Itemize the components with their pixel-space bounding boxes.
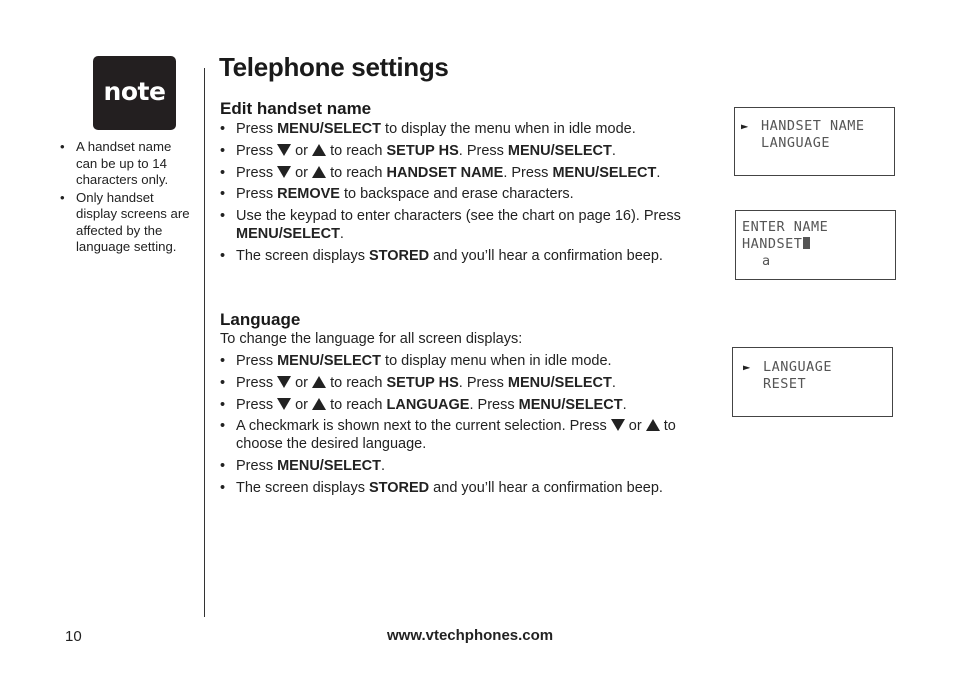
language-intro: To change the language for all screen displays: [220,331,523,347]
up-arrow-icon [646,419,660,431]
side-note: • Only handset display screens are affected by the language setting. [58,190,193,256]
vertical-divider [204,68,205,617]
selection-arrow-icon: ► [743,360,751,374]
up-arrow-icon [312,166,326,178]
list-item: • A checkmark is shown next to the current selection. Press or to choose the desired language. [219,417,696,453]
lcd-line: HANDSET [742,236,803,252]
down-arrow-icon [277,376,291,388]
language-steps [219,352,709,501]
page-title: Telephone settings [219,52,449,82]
up-arrow-icon [312,376,326,388]
lcd-line: LANGUAGE [763,359,833,375]
section-heading-edit-handset-name: Edit handset name [220,99,372,118]
edit-handset-steps [219,120,709,269]
lcd-line: HANDSET NAME [761,118,865,134]
side-notes [58,139,193,257]
footer-url: www.vtechphones.com [387,627,554,644]
list-item: • The screen displays STORED and you’ll hear a confirmation beep. [219,247,709,265]
lcd-line: RESET [763,376,807,392]
lcd-line: LANGUAGE [761,135,831,151]
list-item: • Press or to reach SETUP HS. Press MENU/SELECT. [219,142,709,160]
up-arrow-icon [312,398,326,410]
lcd-line: ENTER NAME [742,219,829,235]
note-badge-label: note [103,76,166,106]
list-item: • The screen displays STORED and you’ll hear a confirmation beep. [219,479,709,497]
down-arrow-icon [611,419,625,431]
lcd-screen-handset-menu [734,107,895,176]
selection-arrow-icon: ► [741,119,749,133]
lcd-screen-enter-name [735,210,896,280]
down-arrow-icon [277,398,291,410]
list-item: • Press or to reach HANDSET NAME. Press MENU/SELECT. [219,164,709,182]
list-item: • Use the keypad to enter characters (see the chart on page 16). Press MENU/SELECT. [219,207,709,243]
text-cursor-icon [803,237,810,249]
list-item: • Press MENU/SELECT to display menu when in idle mode. [219,352,709,370]
list-item: • Press or to reach SETUP HS. Press MENU/SELECT. [219,374,709,392]
down-arrow-icon [277,144,291,156]
section-heading-language: Language [220,310,301,329]
list-item: • Press or to reach LANGUAGE. Press MENU/SELECT. [219,396,709,414]
page-number: 10 [65,628,82,645]
lcd-line: a [762,253,771,269]
note-badge [93,56,176,130]
list-item: • Press MENU/SELECT to display the menu when in idle mode. [219,120,709,138]
up-arrow-icon [312,144,326,156]
down-arrow-icon [277,166,291,178]
list-item: • Press REMOVE to backspace and erase characters. [219,185,709,203]
list-item: • Press MENU/SELECT. [219,457,709,475]
lcd-screen-language-menu [732,347,893,417]
side-note: • A handset name can be up to 14 characters only. [58,139,193,189]
